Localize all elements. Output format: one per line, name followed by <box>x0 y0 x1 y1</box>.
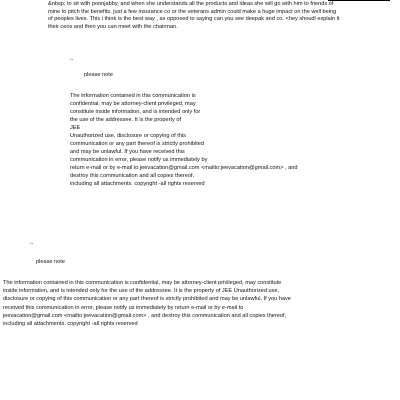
signature-separator: -- <box>70 57 74 63</box>
body-line: &nbsp; to sit with poonjabby, and when she understands all the products and ideas she will go with him to friends of <box>48 1 334 8</box>
notice-line: JEE <box>70 125 81 131</box>
notice-line: communication or any part thereof is strictly prohibited <box>70 141 204 147</box>
notice-line: Unauthorized use, disclosure or copying of this <box>70 133 186 139</box>
body-line: of peoples lives. This i think is the best way , as opposed to saying can you see deepak and co. <hey shoudl explain it <box>48 16 340 23</box>
notice-line: the use of the addressee. It is the property of <box>70 117 182 123</box>
notice-line: The information contained in this communication is confidential, may be attorney-client privileged, may constitute <box>3 280 282 286</box>
notice-line: and may be unlawful. If you have received this <box>70 149 185 155</box>
notice-line: including all attachments. copyright -all rights reserved <box>70 181 205 187</box>
notice-line: received this communication in error, please notify us immediately by return e-mail or by e-mail to <box>3 304 244 311</box>
notice-line: inside information, and is intended only for the use of the addressee. It is the property of JEE Unauthorized use, <box>3 288 280 295</box>
please-note-label: please note <box>84 72 113 78</box>
email-body-paragraph <box>48 0 394 31</box>
notice-line: including all attachments. copyright -all rights reserved <box>3 321 138 328</box>
notice-line: confidential, may be attorney-client privileged, may <box>70 101 196 107</box>
please-note-label: please note <box>36 259 65 265</box>
confidentiality-notice <box>3 279 397 328</box>
signature-separator: -- <box>30 241 34 247</box>
notice-line: jeevacation@gmail.com <mailto:jeevacation@gmail.com> , and destroy this communication and all copies thereof, <box>3 312 287 319</box>
redaction-bar <box>328 0 390 1</box>
notice-line: communication in error, please notify us immediately by <box>70 157 208 163</box>
body-line: mine to pitch the benefits. just a few insurance co or the veterans admin could make a huge impact on the well being <box>48 8 337 15</box>
notice-line: The information contained in this communication is <box>70 93 196 99</box>
confidentiality-notice <box>70 92 390 188</box>
notice-line: disclosure or copying of this communication or any part thereof is strictly prohibited and may be unlawful. If you have <box>3 296 291 303</box>
notice-line: constitute inside information, and is intended only for <box>70 109 201 115</box>
body-line: their ceos and then you can meet with the chairman. <box>48 23 178 30</box>
notice-line: return e-mail or by e-mail to jeevacation@gmail.com <mailto:jeevacation@gmail.com> , and <box>70 165 298 171</box>
notice-line: destroy this communication and all copies thereof, <box>70 173 195 179</box>
